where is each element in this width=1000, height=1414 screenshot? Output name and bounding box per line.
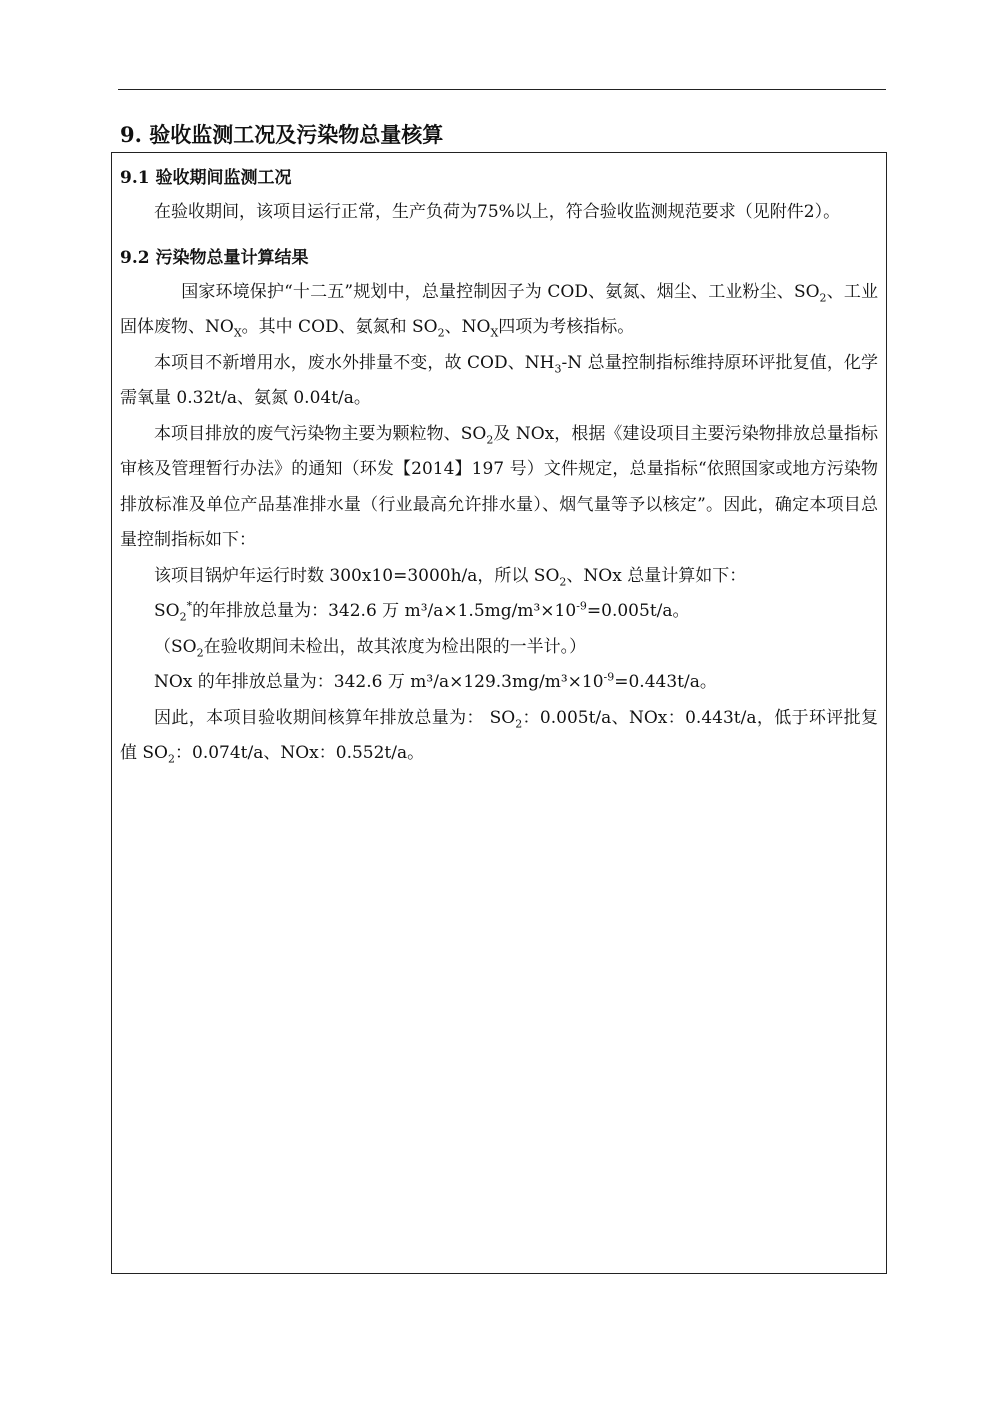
header-rule	[118, 89, 886, 90]
paragraph-exhaust-gas: 本项目排放的废气污染物主要为颗粒物、$SO_2$及 NOx，根据《建设项目主要污染物排放总量指标审核及管理暂行办法》的通知（环发【2014】197 号）文件规定，总量指标“依照国家或地方污染物排放标准及单位产品基准排水量（行业最高允许排水量）、烟气量等予以核定”。因此，确定本项目总量控制指标如下：	[120, 423, 878, 550]
subsection-heading-9-2: 9.2 污染物总量计算结果	[120, 247, 309, 268]
subsection-heading-9-1: 9.1 验收期间监测工况	[120, 168, 292, 188]
paragraph-nox-total: NOx 的年排放总量为：342.6 万 $m^3/a\times 129.3mg/m^3\times 10^{-9}=0.443t/a$。	[154, 670, 717, 692]
paragraph-so2-total: $SO_2^*$的年排放总量为：342.6 万 $m^3/a\times 1.5mg/m^3\times 10^{-9}=0.005t/a$。	[154, 599, 690, 624]
paragraph-control-factors: 国家环境保护“十二五”规划中，总量控制因子为 COD、氨氮、烟尘、工业粉尘、$SO_2$、工业固体废物、$NO_X$。其中 COD、氨氮和 $SO_2$、$NO_X$四项为考核指标。	[120, 281, 878, 340]
spacer	[120, 231, 878, 241]
section-title: 9. 验收监测工况及污染物总量核算	[120, 122, 444, 147]
paragraph-boiler-hours: 该项目锅炉年运行时数 300x10=3000h/a，所以 $SO_2$、NOx 总量计算如下：	[154, 565, 747, 588]
paragraph-monitoring-conditions: 在验收期间，该项目运行正常，生产负荷为75%以上，符合验收监测规范要求（见附件2）。	[154, 202, 841, 222]
paragraph-wastewater: 本项目不新增用水，废水外排量不变，故 COD、$NH_3-N$ 总量控制指标维持原环评批复值，化学需氧量 0.32t/a、氨氮 0.04t/a。	[120, 352, 878, 408]
content-box	[111, 152, 887, 1274]
content-inner	[120, 161, 878, 772]
paragraph-so2-note: （$SO_2$在验收期间未检出，故其浓度为检出限的一半计。）	[154, 636, 587, 659]
paragraph-conclusion: 因此，本项目验收期间核算年排放总量为： $SO_2$：0.005t/a、NOx：0.443t/a，低于环评批复值 $SO_2$：0.074t/a、NOx：0.552t/a。	[120, 707, 878, 766]
